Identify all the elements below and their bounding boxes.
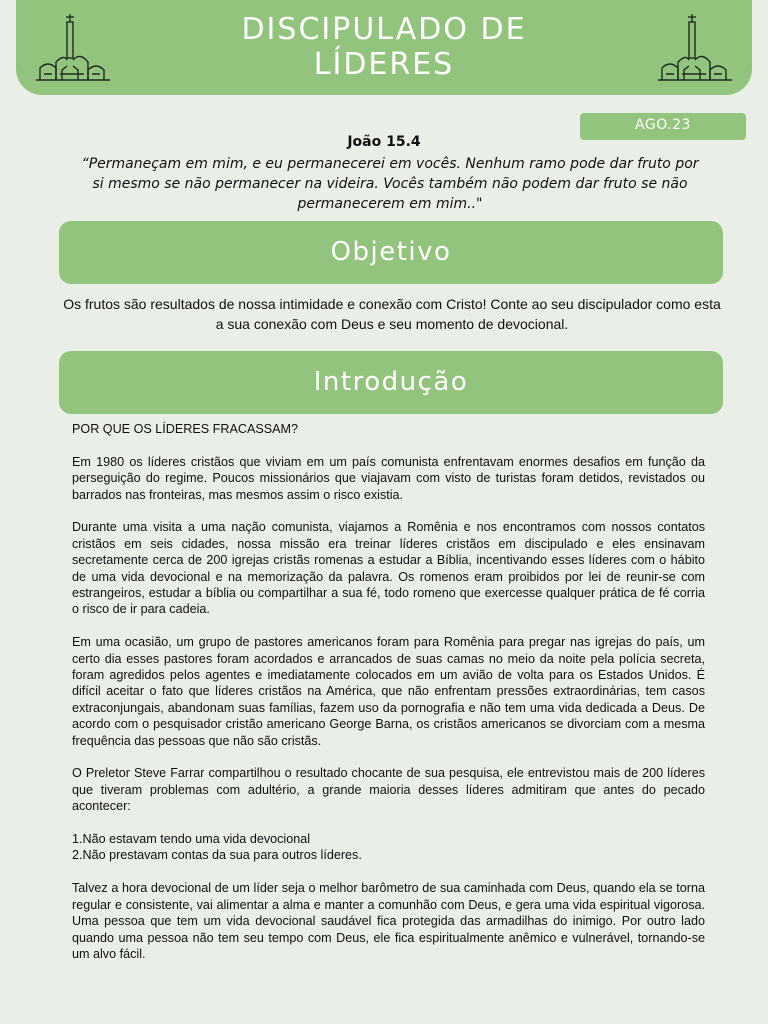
- list-item: 1.Não estavam tendo uma vida devocional: [72, 832, 311, 847]
- introduction-paragraph: Durante uma visita a uma nação comunista, viajamos a Romênia e nos encontramos com nossos contatos cristãos em seis cidades, nossa missão era treinar líderes cristãos em discipulado e eles ensinavam secretamente cerca de 200 igrejas cristãs romenas a estudar a Bíblia, incentivando esses líderes com o hábito de uma vida devocional e na memorização da palavra. Os romenos eram proibidos por lei de reunir-se com estrangeiros, estudar a bíblia ou compartilhar a sua fé, todo romeno que exercesse qualquer prática de fé corria o risco de ir para cadeia.: [72, 520, 705, 617]
- objective-heading: Objetivo: [59, 221, 723, 284]
- header-title-line2: LÍDERES: [313, 47, 455, 82]
- church-icon: [656, 12, 734, 84]
- introduction-paragraph: O Preletor Steve Farrar compartilhou o resultado chocante de sua pesquisa, ele entrevistou mais de 200 líderes que tiveram problemas com adultério, a grande maioria desses líderes admitiram que antes do pecado acontecer:: [72, 766, 705, 814]
- introduction-question: POR QUE OS LÍDERES FRACASSAM?: [72, 422, 299, 436]
- list-item: 2.Não prestavam contas da sua para outros líderes.: [72, 848, 362, 863]
- introduction-closing: Talvez a hora devocional de um líder seja o melhor barômetro de sua caminhada com Deus, quando ela se torna regular e consistente, vai alimentar a alma e manter a comunhão com Deus, e gera uma vida espiritual vigorosa. Uma pessoa que tem um vida devocional saudável fica protegida das armadilhas do inimigo. Por outro lado quando uma pessoa não tem seu tempo com Deus, ele fica espiritualmente anêmico e vulnerável, tornando-se um alvo fácil.: [72, 881, 705, 961]
- page-header: [16, 0, 752, 95]
- objective-text: Os frutos são resultados de nossa intimidade e conexão com Cristo! Conte ao seu discipulador como esta a sua conexão com Deus e seu momento de devocional.: [63, 296, 721, 332]
- verse-text: “Permaneçam em mim, e eu permanecerei em vocês. Nenhum ramo pode dar fruto por si mesmo se não permanecer na videira. Vocês também não podem dar fruto se não permanecerem em mim..": [81, 156, 699, 212]
- introduction-paragraph: Em 1980 os líderes cristãos que viviam em um país comunista enfrentavam enormes desafios em função da perseguição do regime. Poucos missionários que viajavam com visto de turistas foram detidos, revistados ou barrados nas fronteiras, mas mesmos assim o risco existia.: [72, 454, 705, 502]
- date-badge: AGO.23: [580, 113, 746, 140]
- introduction-heading: Introdução: [59, 351, 723, 414]
- introduction-list: [72, 831, 705, 864]
- introduction-body: [72, 421, 705, 979]
- introduction-paragraph: Em uma ocasião, um grupo de pastores americanos foram para Romênia para pregar nas igrejas do país, um certo dia esses pastores foram acordados e arrancados de suas camas no meio da noite pela polícia secreta, foram agredidos pelos agentes e imediatamente colocados em um avião de volta para os Estados Unidos. É difícil aceitar o fato que líderes cristãos na América, que não enfrentam pressões extraordinárias, tem casos extraconjungais, abandonam suas famílias, fazem uso da pornografia e não tem uma vida dedicada a Deus. De acordo com o pesquisador cristão americano George Barna, os cristãos americanos se divorciam com a mesma frequência das pessoas que não são cristãs.: [72, 635, 705, 748]
- verse-reference: João 15.4: [347, 134, 421, 150]
- header-title-line1: DISCIPULADO DE: [241, 12, 527, 47]
